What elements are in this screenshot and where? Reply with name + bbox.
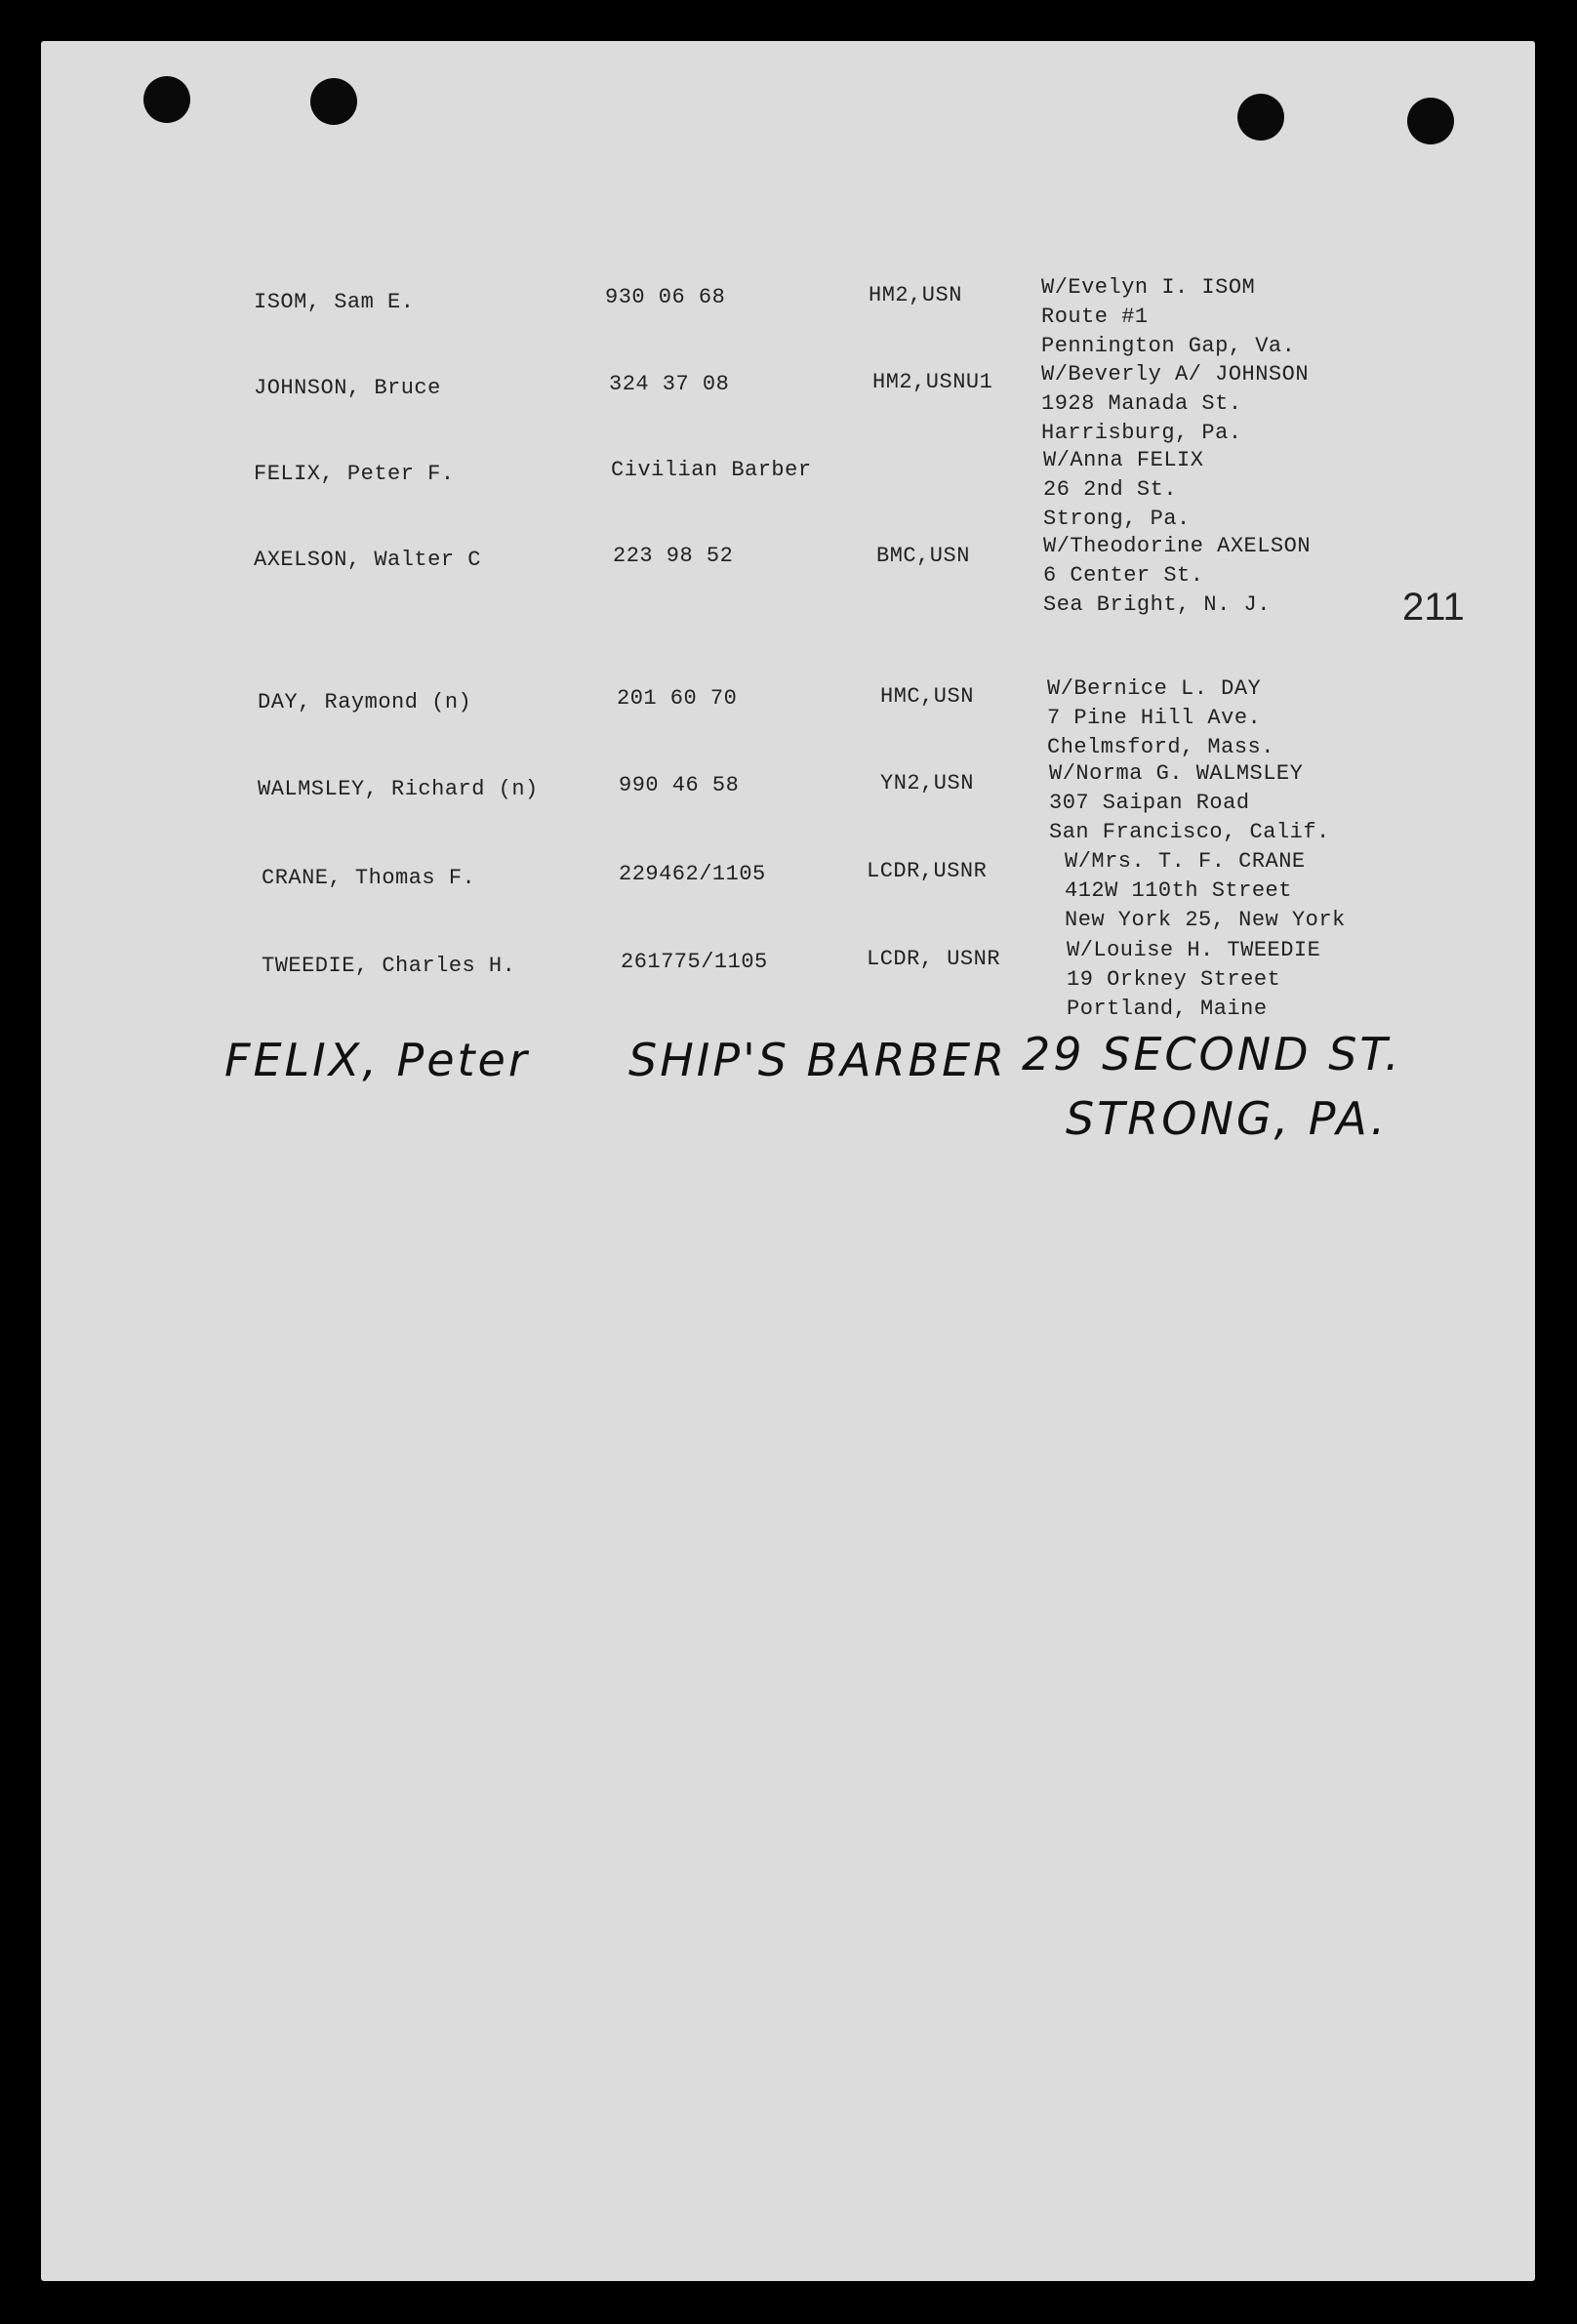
entry-name: AXELSON, Walter C <box>254 548 481 572</box>
entry-number: 223 98 52 <box>613 544 734 568</box>
entry-number: 201 60 70 <box>617 686 738 711</box>
address-line: San Francisco, Calif. <box>1049 820 1330 844</box>
entry-address <box>1043 446 1203 534</box>
entry-rank: YN2,USN <box>880 771 974 795</box>
entry-address <box>1041 360 1309 448</box>
address-line: 19 Orkney Street <box>1067 967 1281 992</box>
address-line: W/Louise H. TWEEDIE <box>1067 938 1321 962</box>
handwritten-city: STRONG, PA. <box>1066 1092 1389 1145</box>
address-line: W/Mrs. T. F. CRANE <box>1065 849 1306 874</box>
punch-hole <box>143 76 190 123</box>
address-line: 6 Center St. <box>1043 563 1204 588</box>
entry-address <box>1041 273 1295 361</box>
page-number: 211 <box>1402 586 1465 629</box>
address-line: W/Theodorine AXELSON <box>1043 534 1312 558</box>
entry-name: CRANE, Thomas F. <box>262 866 476 890</box>
address-line: W/Beverly A/ JOHNSON <box>1041 362 1310 387</box>
address-line: Sea Bright, N. J. <box>1043 592 1271 617</box>
entry-rank: BMC,USN <box>876 544 970 568</box>
entry-name: DAY, Raymond (n) <box>258 690 472 714</box>
address-line: Strong, Pa. <box>1043 507 1191 531</box>
entry-rank: LCDR,USNR <box>867 859 988 883</box>
entry-name: FELIX, Peter F. <box>254 462 455 486</box>
address-line: 307 Saipan Road <box>1049 791 1250 815</box>
entry-rank: LCDR, USNR <box>867 947 1001 971</box>
entry-address <box>1047 674 1274 762</box>
entry-address <box>1065 847 1346 935</box>
address-line: 1928 Manada St. <box>1041 391 1242 416</box>
address-line: W/Evelyn I. ISOM <box>1041 275 1256 300</box>
address-line: W/Norma G. WALMSLEY <box>1049 761 1304 786</box>
entry-address <box>1067 936 1320 1024</box>
entry-number: 261775/1105 <box>621 950 768 974</box>
entry-rank: HM2,USN <box>869 283 962 307</box>
entry-number: 229462/1105 <box>619 862 766 886</box>
entry-rank: HMC,USN <box>880 684 974 709</box>
address-line: New York 25, New York <box>1065 908 1346 932</box>
punch-hole <box>1237 94 1284 141</box>
document-page <box>41 41 1535 2281</box>
address-line: 7 Pine Hill Ave. <box>1047 706 1262 730</box>
entry-number: 930 06 68 <box>605 285 726 309</box>
entry-name: ISOM, Sam E. <box>254 290 415 314</box>
entry-number: Civilian Barber <box>611 458 812 482</box>
entry-name: WALMSLEY, Richard (n) <box>258 777 539 801</box>
punch-hole <box>1407 98 1454 144</box>
address-line: 412W 110th Street <box>1065 878 1292 903</box>
entry-address <box>1043 532 1311 620</box>
address-line: Portland, Maine <box>1067 997 1268 1021</box>
address-line: Chelmsford, Mass. <box>1047 735 1274 759</box>
entry-name: TWEEDIE, Charles H. <box>262 954 516 978</box>
punch-hole <box>310 78 357 125</box>
handwritten-name: FELIX, Peter <box>224 1034 530 1086</box>
address-line: Harrisburg, Pa. <box>1041 421 1242 445</box>
address-line: 26 2nd St. <box>1043 477 1178 502</box>
entry-number: 324 37 08 <box>609 372 730 396</box>
address-line: Route #1 <box>1041 305 1149 329</box>
entry-name: JOHNSON, Bruce <box>254 376 441 400</box>
handwritten-street: 29 SECOND ST. <box>1022 1028 1402 1080</box>
address-line: W/Bernice L. DAY <box>1047 676 1262 701</box>
address-line: W/Anna FELIX <box>1043 448 1204 472</box>
address-line: Pennington Gap, Va. <box>1041 334 1296 358</box>
entry-address <box>1049 759 1330 847</box>
entry-number: 990 46 58 <box>619 773 740 797</box>
handwritten-occupation: SHIP'S BARBER <box>628 1034 1008 1086</box>
entry-rank: HM2,USNU1 <box>872 370 993 394</box>
